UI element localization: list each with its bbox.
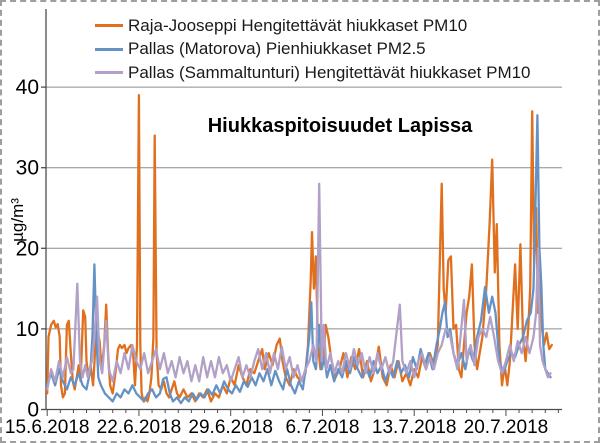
legend-line-swatch-blue xyxy=(95,48,123,51)
y-axis-tick-label: 40 xyxy=(15,76,39,100)
y-axis-unit-label: µg/m³ xyxy=(8,198,27,242)
y-axis-tick-label: 30 xyxy=(15,156,39,180)
legend-label: Raja-Jooseppi Hengitettävät hiukkaset PM10 xyxy=(128,15,468,35)
legend-item-pallas-matorova xyxy=(95,38,531,62)
legend-label: Pallas (Sammaltunturi) Hengitettävät hiukkaset PM10 xyxy=(128,62,531,82)
x-axis-tick-label: 22.6.2018 xyxy=(96,417,182,438)
legend-item-raja-jooseppi xyxy=(95,14,531,38)
legend-line-swatch-orange xyxy=(95,24,123,27)
y-axis-tick-label: 20 xyxy=(15,237,39,261)
y-axis-tick-label: 0 xyxy=(27,398,39,422)
series-line-2 xyxy=(47,184,550,390)
chart-legend xyxy=(95,14,531,85)
legend-label: Pallas (Matorova) Pienhiukkaset PM2.5 xyxy=(128,39,426,59)
x-axis-tick-label: 20.7.2018 xyxy=(463,417,549,438)
x-axis-tick-label: 15.6.2018 xyxy=(4,417,90,438)
legend-line-swatch-purple xyxy=(95,71,123,74)
chart-title: Hiukkaspitoisuudet Lapissa xyxy=(207,115,473,137)
x-axis-tick-label: 13.7.2018 xyxy=(371,417,457,438)
y-axis-tick-label: 10 xyxy=(15,317,39,341)
x-axis-tick-label: 6.7.2018 xyxy=(285,417,360,438)
x-axis-tick-label: 29.6.2018 xyxy=(188,417,273,438)
legend-item-pallas-sammaltunturi xyxy=(95,61,531,85)
